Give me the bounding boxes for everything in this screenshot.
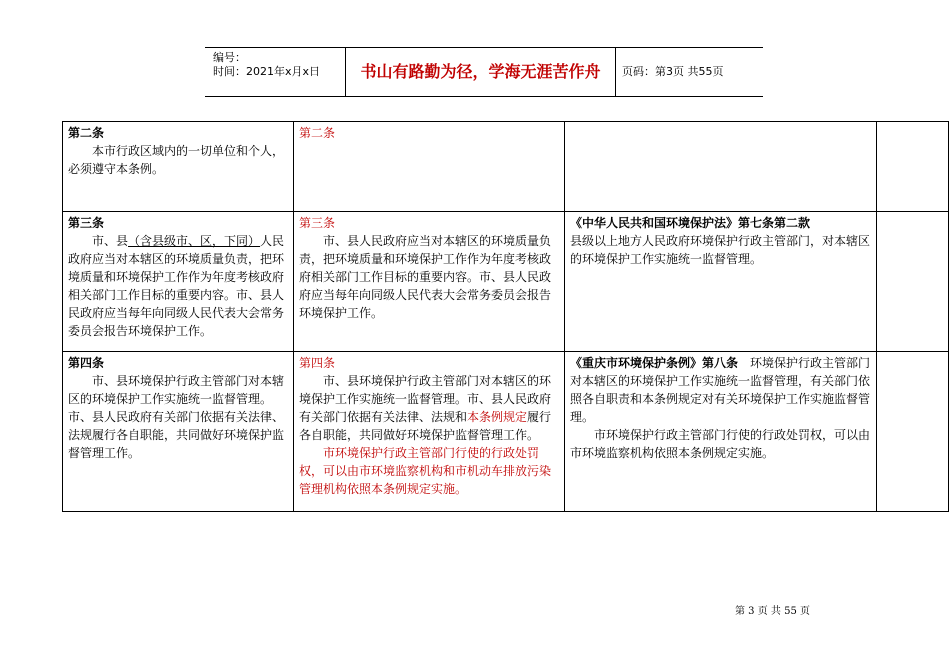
table-row (63, 212, 949, 352)
table-cell (294, 122, 565, 212)
law-reference-body: 市环境保护行政主管部门行使的行政处罚权，可以由市环境监察机构依照本条例规定实施。 (570, 428, 871, 460)
table-cell (565, 352, 877, 512)
article-body: 市、县人民政府应当对本辖区的环境质量负责，把环境质量和环境保护工作作为年度考核政府相关部门工作目标的重要内容。市、县人民政府应当每年向同级人民代表大会常务委员会报告环境保护工作。 (299, 234, 552, 320)
table-cell (877, 352, 949, 512)
law-reference-body: 环境保护行政主管部门对本辖区的环境保护工作实施统一监督管理，有关部门依照各自职责和本条例规定对有关环境保护工作实施监督管理。 (570, 356, 871, 424)
underlined-text: （含县级市、区，下同） (128, 234, 261, 248)
article-title: 第二条 (299, 126, 336, 140)
article-body: 市、县环境保护行政主管部门对本辖区的环境保护工作实施统一监督管理。市、县人民政府有关部门依据有关法律、法规履行各自职能，共同做好环境保护监督管理工作。 (68, 374, 285, 460)
body-text: 履行各自职能，共同做好环境保护监督管理工作。 (299, 410, 552, 442)
body-text: 市、县 (92, 234, 129, 248)
table-cell (63, 352, 294, 512)
article-title: 第四条 (299, 356, 336, 370)
article-title: 第三条 (68, 216, 105, 230)
table-cell (63, 212, 294, 352)
page-header (205, 47, 763, 97)
article-body: 本市行政区域内的一切单位和个人，必须遵守本条例。 (68, 144, 285, 176)
article-title: 第三条 (299, 216, 336, 230)
article-body (299, 372, 559, 444)
article-title: 第四条 (68, 356, 105, 370)
table-cell (877, 122, 949, 212)
article-title: 第二条 (68, 126, 105, 140)
number-label: 编号： (213, 51, 246, 64)
table-cell (294, 212, 565, 352)
header-meta (205, 48, 345, 96)
law-reference (570, 354, 871, 426)
page-footer: 第 3 页 共 55 页 (735, 606, 810, 617)
law-reference-title: 《中华人民共和国环境保护法》第七条第二款 (570, 216, 811, 230)
table-row (63, 352, 949, 512)
table-row (63, 122, 949, 212)
table-cell (63, 122, 294, 212)
article-body (68, 232, 288, 340)
header-motto: 书山有路勤为径，学海无涯苦作舟 (345, 48, 616, 96)
time-label: 时间：2021年x月x日 (213, 65, 321, 78)
table-cell (565, 122, 877, 212)
table-cell (565, 212, 877, 352)
law-reference-body: 县级以上地方人民政府环境保护行政主管部门，对本辖区的环境保护工作实施统一监督管理。 (570, 234, 871, 266)
added-paragraph: 市环境保护行政主管部门行使的行政处罚权，可以由市环境监察机构和市机动车排放污染管理机构依照本条例规定实施。 (299, 446, 552, 496)
table-cell (294, 352, 565, 512)
body-text: 人民政府应当对本辖区的环境质量负责，把环境质量和环境保护工作作为年度考核政府相关部门工作目标的重要内容。市、县人民政府应当每年向同级人民代表大会常务委员会报告环境保护工作。 (68, 234, 285, 338)
body-text: 市、县环境保护行政主管部门对本辖区的环境保护工作实施统一监督管理。市、县人民政府有关部门依据有关法律、法规和 (299, 374, 552, 424)
header-page-label: 页码：第3页 共55页 (622, 65, 724, 78)
law-reference-title: 《重庆市环境保护条例》第八条 (570, 356, 739, 370)
comparison-table (62, 121, 949, 512)
table-cell (877, 212, 949, 352)
highlighted-text: 本条例规定 (467, 410, 528, 424)
